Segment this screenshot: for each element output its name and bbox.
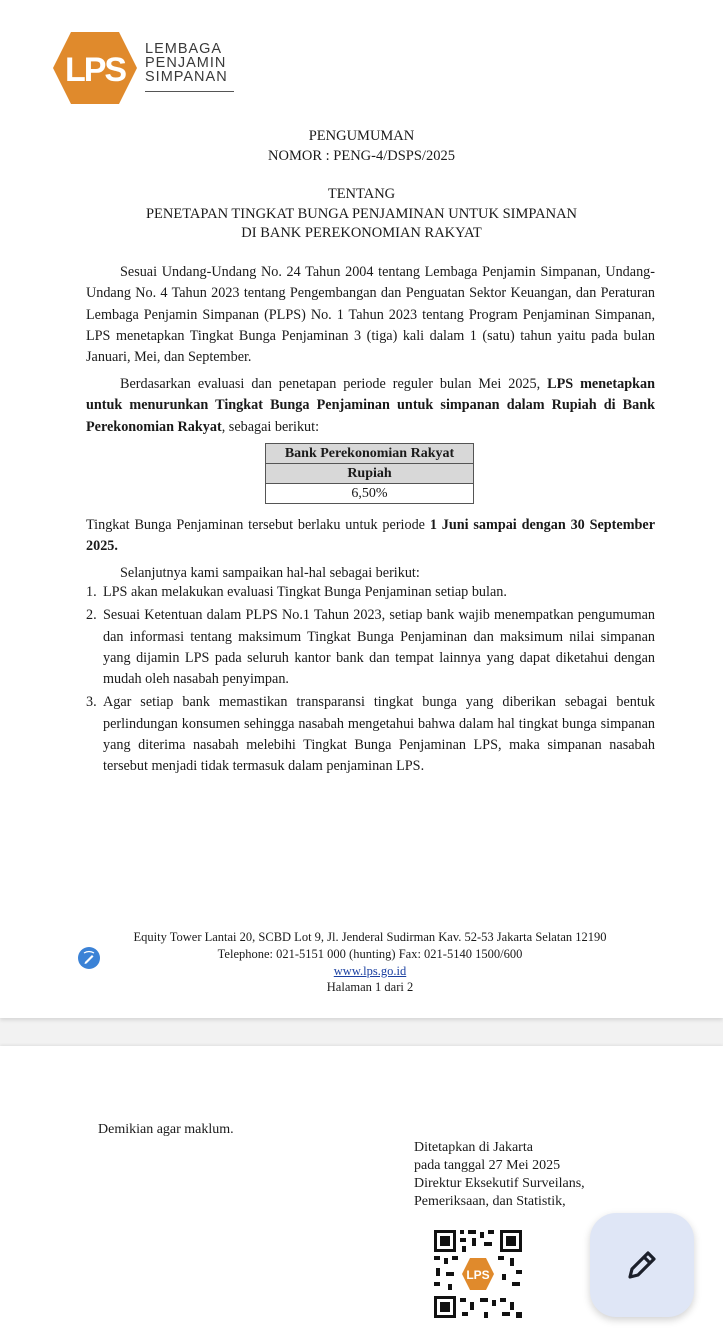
paragraph-period	[86, 515, 655, 558]
period-dates: 1 Juni sampai dengan 30 September 2025.	[86, 517, 656, 555]
rate-table-currency: Rupiah	[266, 464, 474, 484]
website-link[interactable]: www.lps.go.id	[333, 964, 407, 978]
signatory-title-1: Direktur Eksekutif Surveilans,	[414, 1176, 585, 1191]
decision-outro: , sebagai berikut:	[221, 418, 320, 435]
paragraph-followup: Selanjutnya kami sampaikan hal-hal sebagai berikut:	[120, 565, 420, 581]
title-line-1: PENETAPAN TINGKAT BUNGA PENJAMINAN UNTUK SIMPANAN	[145, 206, 578, 222]
paragraph-decision	[86, 374, 655, 438]
about-label: TENTANG	[327, 186, 396, 202]
title-line-2: DI BANK PEREKONOMIAN RAKYAT	[241, 225, 482, 241]
signature-place: Ditetapkan di Jakarta	[414, 1140, 533, 1155]
announcement-number: NOMOR : PENG-4/DSPS/2025	[268, 148, 455, 164]
signatory-title-2: Pemeriksaan, dan Statistik,	[414, 1194, 566, 1209]
list-item: 2. Sesuai Ketentuan dalam PLPS No.1 Tahun 2023, setiap bank wajib menempatkan pengumuman dan informasi tentang maksimum Tingkat Bunga Penjaminan dan maksimum nilai simpanan yang dijamin LPS pada seluruh kantor bank dan tempat lainnya yang dapat diketahui dengan mudah oleh nasabah penyimpan.	[86, 607, 655, 688]
logo-line-3: SIMPANAN	[145, 69, 228, 85]
qr-code-signature	[432, 1228, 524, 1320]
closing-statement: Demikian agar maklum.	[98, 1122, 234, 1137]
signature-date: pada tanggal 27 Mei 2025	[414, 1158, 561, 1173]
logo-underline	[145, 91, 234, 92]
decision-highlight: LPS menetapkan untuk menurunkan Tingkat Bunga Penjaminan untuk simpanan dalam Rupiah di Bank Perekonomian Rakyat	[86, 376, 656, 435]
footer-address: Equity Tower Lantai 20, SCBD Lot 9, Jl. Jenderal Sudirman Kav. 52-53 Jakarta Selatan 12190	[133, 930, 607, 944]
footer-phone: Telephone: 021-5151 000 (hunting) Fax: 021-5140 1500/600	[217, 947, 523, 961]
logo-line-1: LEMBAGA	[145, 41, 223, 57]
paragraph-legal-basis: Sesuai Undang-Undang No. 24 Tahun 2004 tentang Lembaga Penjamin Simpanan, Undang-Undang No. 4 Tahun 2023 tentang Pengembangan dan Penguatan Sektor Keuangan, dan Peraturan Lembaga Penjamin Simpanan (PLPS) No. 1 Tahun 2023 tentang Program Penjaminan Simpanan, LPS menetapkan Tingkat Bunga Penjaminan 3 (tiga) kali dalam 1 (satu) tahun yaitu pada bulan Januari, Mei, dan September.	[86, 264, 655, 366]
footer-website[interactable]	[90, 963, 650, 980]
logo-line-2: PENJAMIN	[145, 55, 227, 71]
rate-table-value: 6,50%	[266, 484, 474, 504]
follow-up-list	[86, 582, 655, 780]
announcement-type: PENGUMUMAN	[308, 128, 415, 144]
logo-mark: LPS	[64, 51, 126, 89]
edit-button[interactable]	[590, 1213, 694, 1317]
page-indicator: Halaman 1 dari 2	[326, 980, 414, 994]
period-intro: Tingkat Bunga Penjaminan tersebut berlaku untuk periode	[86, 517, 430, 533]
rate-table	[265, 443, 474, 504]
list-item: 3. Agar setiap bank memastikan transparansi tingkat bunga yang diberikan sebagai bentuk perlindungan konsumen sehingga nasabah mengetahui bahwa dalam hal tingkat bunga simpanan yang diterima nasabah melebihi Tingkat Bunga Penjaminan LPS, maka simpanan nasabah tersebut menjadi tidak termasuk dalam penjaminan LPS.	[86, 694, 655, 775]
lps-logo-icon	[53, 30, 137, 106]
logo-wordmark	[145, 42, 228, 84]
list-item: 1. LPS akan melakukan evaluasi Tingkat Bunga Penjaminan setiap bulan.	[86, 584, 507, 600]
pencil-icon	[624, 1247, 660, 1283]
decision-intro: Berdasarkan evaluasi dan penetapan periode reguler bulan Mei 2025,	[120, 376, 548, 392]
qr-logo-mark: LPS	[466, 1268, 490, 1282]
rate-table-header: Bank Perekonomian Rakyat	[266, 444, 474, 464]
